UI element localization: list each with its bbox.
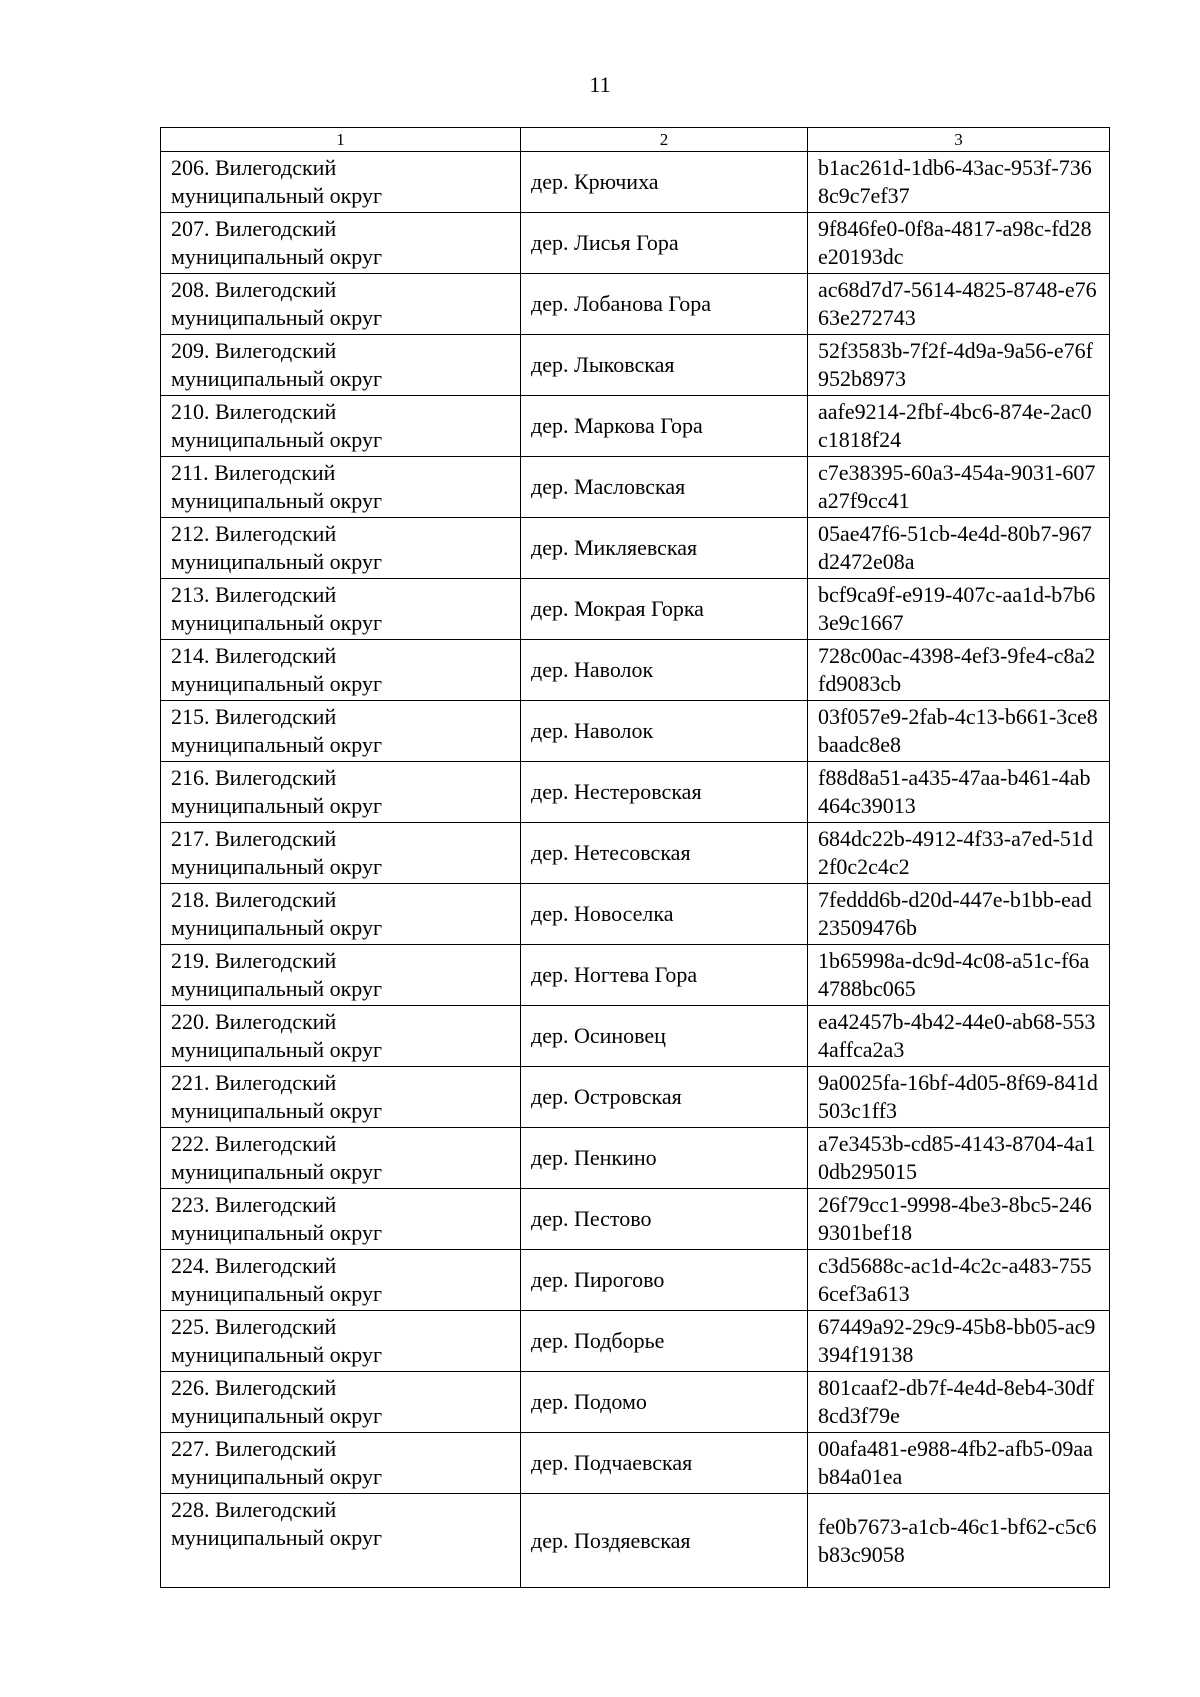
- settlement-cell: дер. Пирогово: [521, 1250, 808, 1311]
- district-name: Вилегодский: [215, 704, 337, 729]
- district-cell: [161, 823, 521, 884]
- settlement-cell: дер. Микляевская: [521, 518, 808, 579]
- row-number: 212.: [171, 521, 210, 546]
- guid-cell: fe0b7673-a1cb-46c1-bf62-c5c6b83c9058: [808, 1494, 1110, 1588]
- header-col-2: 2: [521, 128, 808, 152]
- district-cell: [161, 1372, 521, 1433]
- district-cell: [161, 1128, 521, 1189]
- guid-cell: a7e3453b-cd85-4143-8704-4a10db295015: [808, 1128, 1110, 1189]
- district-type: муниципальный округ: [171, 854, 383, 879]
- district-name: Вилегодский: [215, 1436, 337, 1461]
- row-number: 226.: [171, 1375, 210, 1400]
- header-row: [161, 128, 1110, 152]
- row-number: 218.: [171, 887, 210, 912]
- district-cell: [161, 457, 521, 518]
- settlement-cell: дер. Масловская: [521, 457, 808, 518]
- district-cell: [161, 274, 521, 335]
- table-row: [161, 823, 1110, 884]
- settlement-cell: дер. Мокрая Горка: [521, 579, 808, 640]
- district-type: муниципальный округ: [171, 1220, 383, 1245]
- row-number: 223.: [171, 1192, 210, 1217]
- table-row: [161, 1128, 1110, 1189]
- district-name: Вилегодский: [215, 155, 337, 180]
- row-number-and-district: [171, 825, 510, 853]
- row-number-and-district: [171, 1069, 510, 1097]
- guid-cell: f88d8a51-a435-47aa-b461-4ab464c39013: [808, 762, 1110, 823]
- settlement-cell: дер. Нетесовская: [521, 823, 808, 884]
- settlement-cell: дер. Лыковская: [521, 335, 808, 396]
- settlement-cell: дер. Нестеровская: [521, 762, 808, 823]
- row-number-and-district: [171, 1191, 510, 1219]
- district-name: Вилегодский: [215, 1497, 337, 1522]
- district-type: муниципальный округ: [171, 1342, 383, 1367]
- district-cell: [161, 152, 521, 213]
- district-name: Вилегодский: [215, 826, 337, 851]
- table-row: [161, 1067, 1110, 1128]
- guid-cell: 684dc22b-4912-4f33-a7ed-51d2f0c2c4c2: [808, 823, 1110, 884]
- district-cell: [161, 579, 521, 640]
- row-number: 222.: [171, 1131, 210, 1156]
- settlement-cell: дер. Осиновец: [521, 1006, 808, 1067]
- table-row: [161, 945, 1110, 1006]
- table-header: [161, 128, 1110, 152]
- settlement-cell: дер. Лобанова Гора: [521, 274, 808, 335]
- district-cell: [161, 1250, 521, 1311]
- district-name: Вилегодский: [215, 521, 337, 546]
- row-number-and-district: [171, 520, 510, 548]
- row-number-and-district: [171, 642, 510, 670]
- guid-cell: 03f057e9-2fab-4c13-b661-3ce8baadc8e8: [808, 701, 1110, 762]
- settlement-cell: дер. Пенкино: [521, 1128, 808, 1189]
- table-row: [161, 762, 1110, 823]
- table-body: [161, 152, 1110, 1588]
- district-name: Вилегодский: [215, 948, 337, 973]
- row-number-and-district: [171, 1313, 510, 1341]
- row-number-and-district: [171, 1435, 510, 1463]
- district-name: Вилегодский: [215, 1009, 337, 1034]
- district-type: муниципальный округ: [171, 1525, 383, 1550]
- district-cell: [161, 1067, 521, 1128]
- table-row: [161, 274, 1110, 335]
- settlements-table: [160, 127, 1110, 1588]
- guid-cell: 9a0025fa-16bf-4d05-8f69-841d503c1ff3: [808, 1067, 1110, 1128]
- district-type: муниципальный округ: [171, 366, 383, 391]
- row-number-and-district: [171, 276, 510, 304]
- district-type: муниципальный округ: [171, 1403, 383, 1428]
- district-cell: [161, 945, 521, 1006]
- district-type: муниципальный округ: [171, 793, 383, 818]
- guid-cell: 801caaf2-db7f-4e4d-8eb4-30df8cd3f79e: [808, 1372, 1110, 1433]
- row-number-and-district: [171, 1130, 510, 1158]
- district-name: Вилегодский: [215, 582, 337, 607]
- table-row: [161, 1250, 1110, 1311]
- header-col-1: 1: [161, 128, 521, 152]
- district-name: Вилегодский: [215, 277, 337, 302]
- row-number-and-district: [171, 337, 510, 365]
- district-type: муниципальный округ: [171, 549, 383, 574]
- table-row: [161, 152, 1110, 213]
- district-type: муниципальный округ: [171, 1281, 383, 1306]
- district-cell: [161, 1433, 521, 1494]
- settlement-cell: дер. Крючиха: [521, 152, 808, 213]
- district-cell: [161, 701, 521, 762]
- row-number: 224.: [171, 1253, 210, 1278]
- row-number: 221.: [171, 1070, 210, 1095]
- district-type: муниципальный округ: [171, 915, 383, 940]
- district-name: Вилегодский: [215, 887, 337, 912]
- district-cell: [161, 1494, 521, 1588]
- row-number-and-district: [171, 1008, 510, 1036]
- table-row: [161, 396, 1110, 457]
- row-number: 219.: [171, 948, 210, 973]
- guid-cell: 1b65998a-dc9d-4c08-a51c-f6a4788bc065: [808, 945, 1110, 1006]
- guid-cell: 00afa481-e988-4fb2-afb5-09aab84a01ea: [808, 1433, 1110, 1494]
- row-number: 228.: [171, 1497, 210, 1522]
- settlement-cell: дер. Наволок: [521, 640, 808, 701]
- row-number-and-district: [171, 154, 510, 182]
- district-type: муниципальный округ: [171, 732, 383, 757]
- row-number: 220.: [171, 1009, 210, 1034]
- guid-cell: 7feddd6b-d20d-447e-b1bb-ead23509476b: [808, 884, 1110, 945]
- table-row: [161, 1189, 1110, 1250]
- guid-cell: ac68d7d7-5614-4825-8748-e7663e272743: [808, 274, 1110, 335]
- table-row: [161, 335, 1110, 396]
- district-name: Вилегодский: [215, 643, 337, 668]
- settlement-cell: дер. Поздяевская: [521, 1494, 808, 1588]
- row-number: 209.: [171, 338, 210, 363]
- table-row: [161, 1006, 1110, 1067]
- row-number: 213.: [171, 582, 210, 607]
- row-number-and-district: [171, 215, 510, 243]
- row-number: 206.: [171, 155, 210, 180]
- page-number: 11: [589, 72, 611, 97]
- district-cell: [161, 213, 521, 274]
- district-name: Вилегодский: [215, 1192, 337, 1217]
- district-name: Вилегодский: [215, 1375, 337, 1400]
- row-number-and-district: [171, 398, 510, 426]
- guid-cell: bcf9ca9f-e919-407c-aa1d-b7b63e9c1667: [808, 579, 1110, 640]
- guid-cell: 05ae47f6-51cb-4e4d-80b7-967d2472e08a: [808, 518, 1110, 579]
- district-name: Вилегодский: [215, 1253, 337, 1278]
- guid-cell: 26f79cc1-9998-4be3-8bc5-2469301bef18: [808, 1189, 1110, 1250]
- table-row: [161, 640, 1110, 701]
- settlement-cell: дер. Пестово: [521, 1189, 808, 1250]
- district-name: Вилегодский: [215, 216, 337, 241]
- row-number: 216.: [171, 765, 210, 790]
- district-cell: [161, 518, 521, 579]
- settlement-cell: дер. Наволок: [521, 701, 808, 762]
- settlement-cell: дер. Маркова Гора: [521, 396, 808, 457]
- district-name: Вилегодский: [215, 399, 337, 424]
- district-cell: [161, 1189, 521, 1250]
- district-type: муниципальный округ: [171, 1159, 383, 1184]
- row-number: 214.: [171, 643, 210, 668]
- district-type: муниципальный округ: [171, 1098, 383, 1123]
- district-cell: [161, 1006, 521, 1067]
- table-row: [161, 579, 1110, 640]
- table-row: [161, 1372, 1110, 1433]
- district-cell: [161, 335, 521, 396]
- row-number: 210.: [171, 399, 210, 424]
- row-number: 227.: [171, 1436, 210, 1461]
- district-cell: [161, 884, 521, 945]
- guid-cell: 52f3583b-7f2f-4d9a-9a56-e76f952b8973: [808, 335, 1110, 396]
- row-number-and-district: [171, 886, 510, 914]
- district-name: Вилегодский: [215, 1070, 337, 1095]
- district-type: муниципальный округ: [171, 427, 383, 452]
- table-row: [161, 1433, 1110, 1494]
- district-type: муниципальный округ: [171, 1037, 383, 1062]
- row-number-and-district: [171, 703, 510, 731]
- row-number-and-district: [171, 947, 510, 975]
- district-name: Вилегодский: [215, 338, 337, 363]
- settlement-cell: дер. Островская: [521, 1067, 808, 1128]
- row-number: 207.: [171, 216, 210, 241]
- header-col-3: 3: [808, 128, 1110, 152]
- row-number-and-district: [171, 581, 510, 609]
- settlement-cell: дер. Подомо: [521, 1372, 808, 1433]
- guid-cell: 9f846fe0-0f8a-4817-a98c-fd28e20193dc: [808, 213, 1110, 274]
- guid-cell: 67449a92-29c9-45b8-bb05-ac9394f19138: [808, 1311, 1110, 1372]
- district-name: Вилегодский: [215, 1314, 337, 1339]
- district-cell: [161, 640, 521, 701]
- row-number: 217.: [171, 826, 210, 851]
- guid-cell: c7e38395-60a3-454a-9031-607a27f9cc41: [808, 457, 1110, 518]
- table-row: [161, 518, 1110, 579]
- district-cell: [161, 396, 521, 457]
- table-row: [161, 1311, 1110, 1372]
- settlement-cell: дер. Лисья Гора: [521, 213, 808, 274]
- row-number-and-district: [171, 459, 510, 487]
- table-row: [161, 213, 1110, 274]
- district-type: муниципальный округ: [171, 1464, 383, 1489]
- row-number-and-district: [171, 764, 510, 792]
- table-row: [161, 701, 1110, 762]
- district-type: муниципальный округ: [171, 244, 383, 269]
- settlement-cell: дер. Подборье: [521, 1311, 808, 1372]
- row-number-and-district: [171, 1252, 510, 1280]
- guid-cell: ea42457b-4b42-44e0-ab68-5534affca2a3: [808, 1006, 1110, 1067]
- guid-cell: 728c00ac-4398-4ef3-9fe4-c8a2fd9083cb: [808, 640, 1110, 701]
- table-row: [161, 457, 1110, 518]
- row-number: 211.: [171, 460, 209, 485]
- district-type: муниципальный округ: [171, 976, 383, 1001]
- row-number-and-district: [171, 1496, 510, 1524]
- guid-cell: c3d5688c-ac1d-4c2c-a483-7556cef3a613: [808, 1250, 1110, 1311]
- district-type: муниципальный округ: [171, 305, 383, 330]
- district-type: муниципальный округ: [171, 671, 383, 696]
- table-row: [161, 884, 1110, 945]
- district-cell: [161, 1311, 521, 1372]
- settlement-cell: дер. Новоселка: [521, 884, 808, 945]
- district-name: Вилегодский: [215, 1131, 337, 1156]
- district-type: муниципальный округ: [171, 488, 383, 513]
- district-type: муниципальный округ: [171, 183, 383, 208]
- row-number: 225.: [171, 1314, 210, 1339]
- settlement-cell: дер. Подчаевская: [521, 1433, 808, 1494]
- guid-cell: b1ac261d-1db6-43ac-953f-7368c9c7ef37: [808, 152, 1110, 213]
- district-cell: [161, 762, 521, 823]
- guid-cell: aafe9214-2fbf-4bc6-874e-2ac0c1818f24: [808, 396, 1110, 457]
- district-type: муниципальный округ: [171, 610, 383, 635]
- district-name: Вилегодский: [214, 460, 336, 485]
- district-name: Вилегодский: [215, 765, 337, 790]
- table-row: [161, 1494, 1110, 1588]
- row-number: 208.: [171, 277, 210, 302]
- row-number-and-district: [171, 1374, 510, 1402]
- settlement-cell: дер. Ногтева Гора: [521, 945, 808, 1006]
- row-number: 215.: [171, 704, 210, 729]
